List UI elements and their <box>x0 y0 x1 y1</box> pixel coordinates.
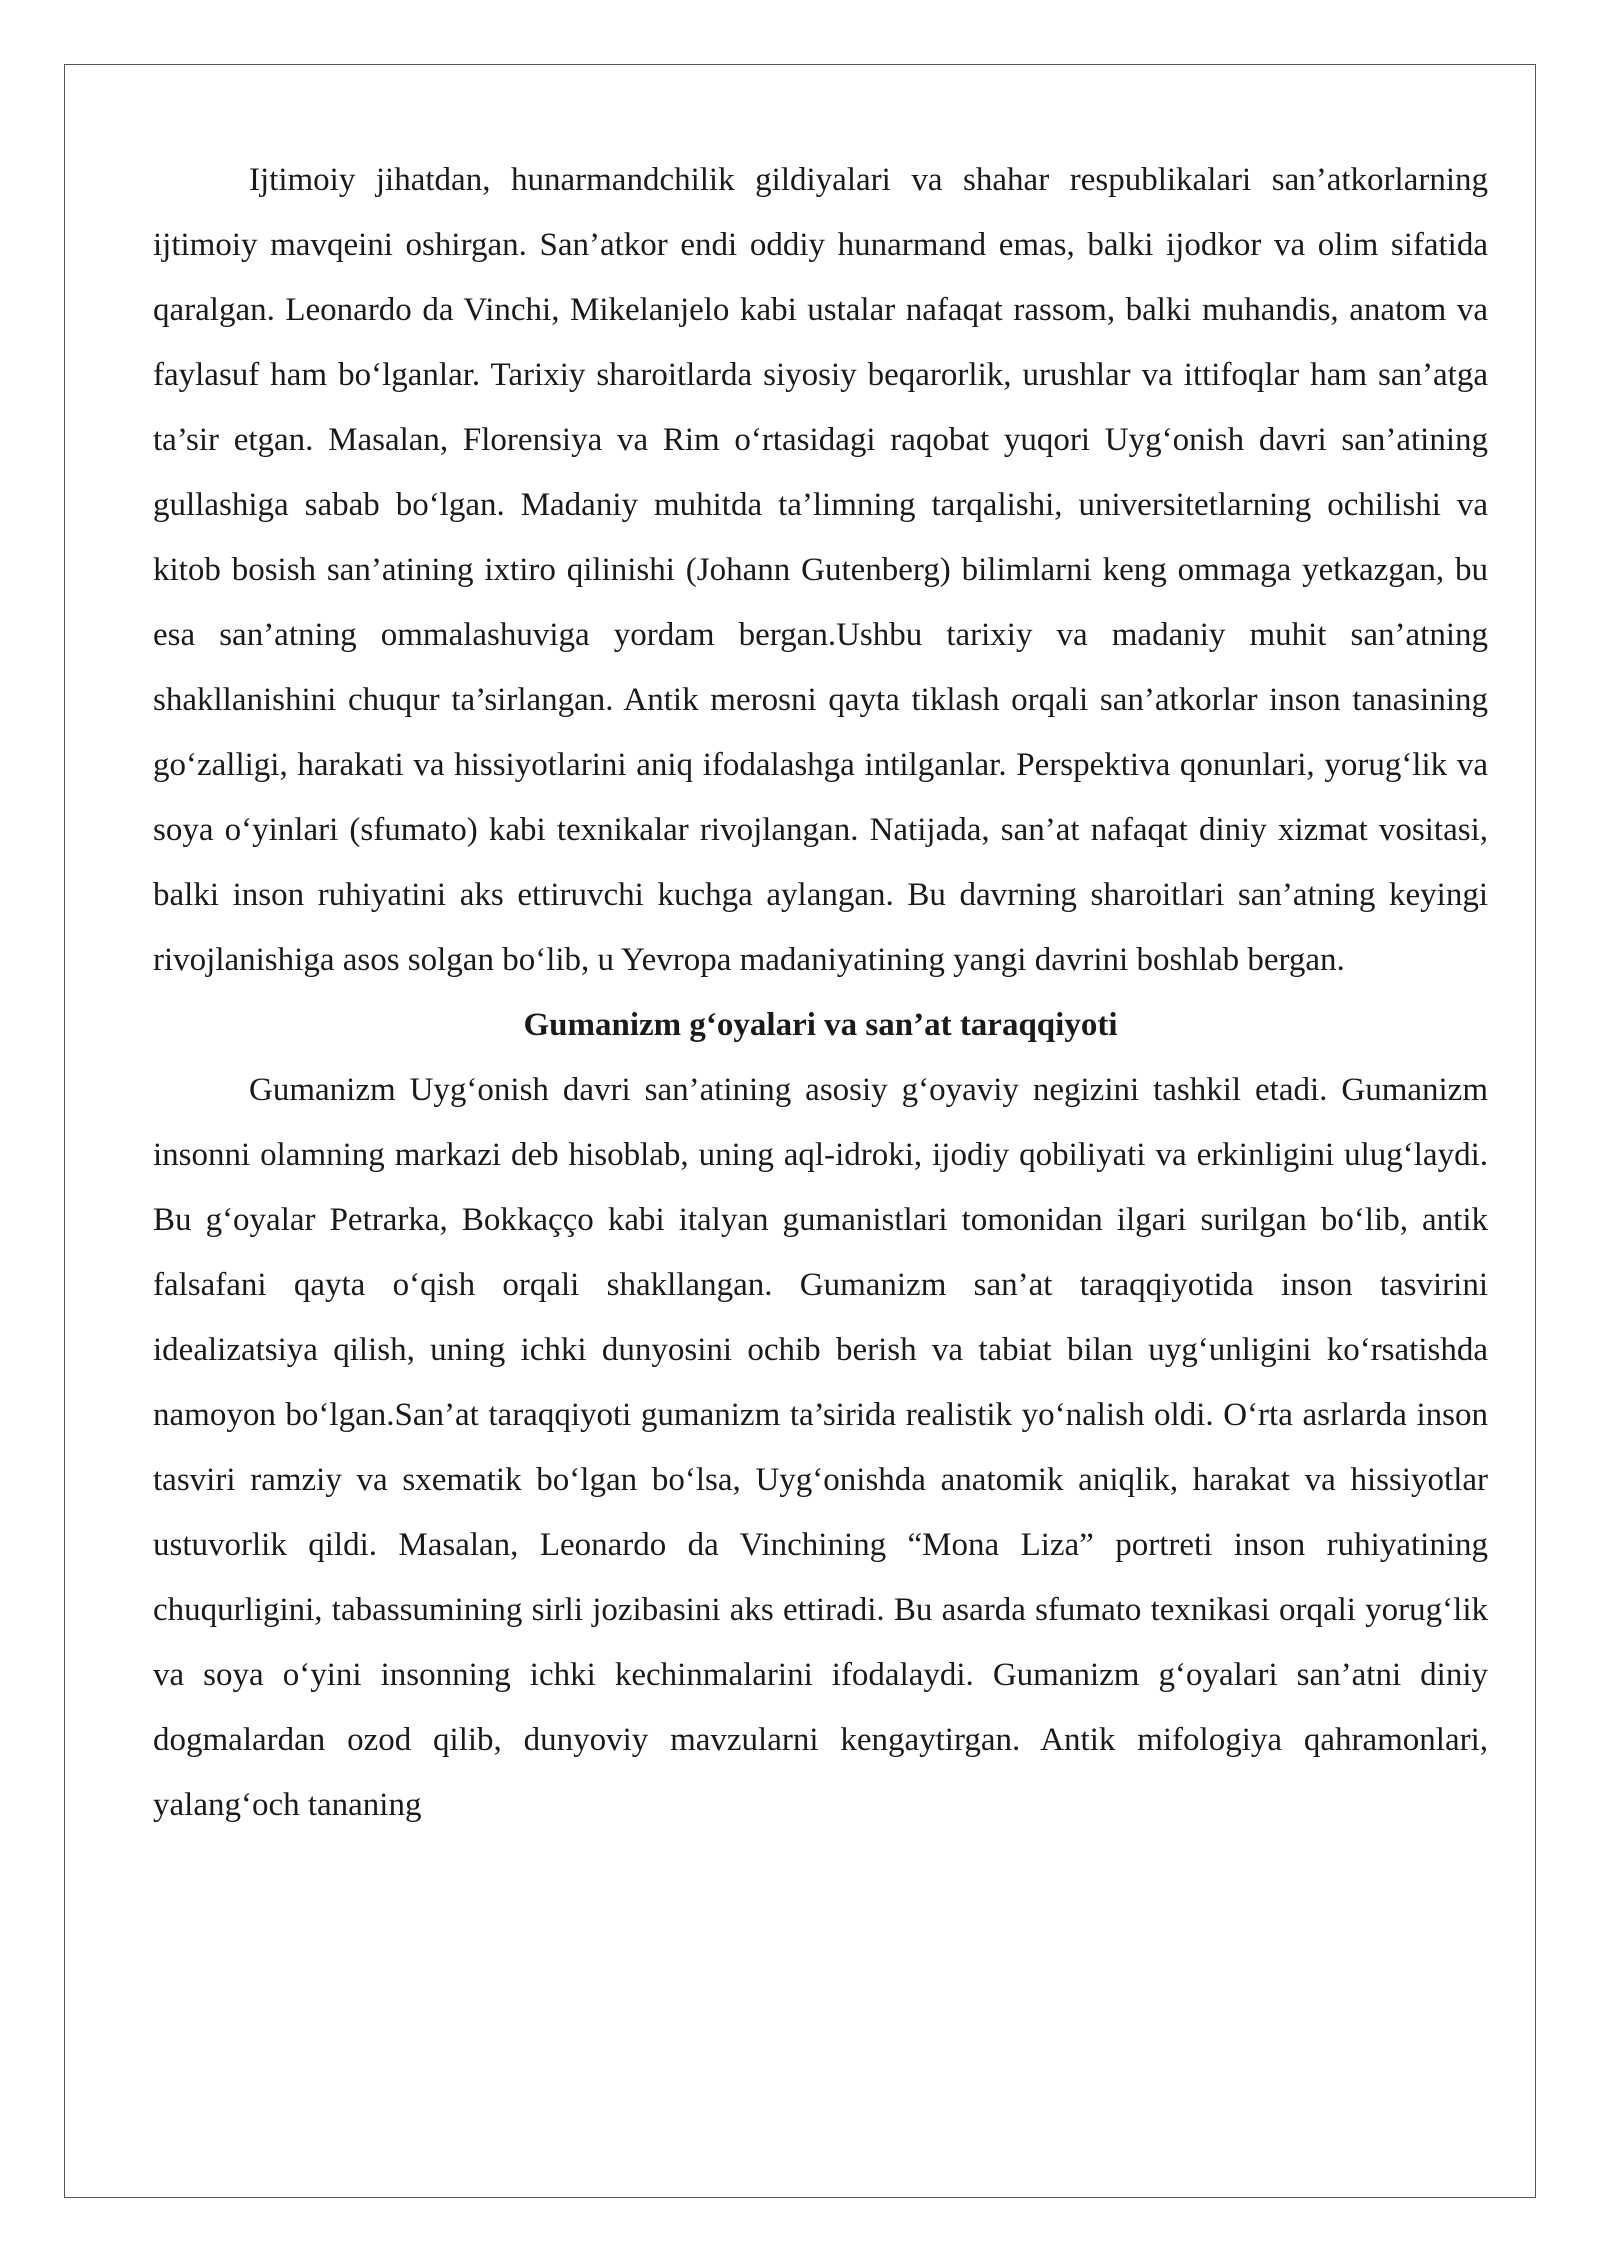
paragraph-humanism: Gumanizm Uyg‘onish davri san’atining asosiy g‘oyaviy negizini tashkil etadi. Gumanizm insonni olamning markazi deb hisoblab, uning aql-idroki, ijodiy qobiliyati va erkinligini ulug‘laydi. Bu g‘oyalar Petrarka, Bokkaçço kabi italyan gumanistlari tomonidan ilgari surilgan bo‘lib, antik falsafani qayta o‘qish orqali shakllangan. Gumanizm san’at taraqqiyotida inson tasvirini idealizatsiya qilish, uning ichki dunyosini ochib berish va tabiat bilan uyg‘unligini ko‘rsatishda namoyon bo‘lgan.San’at taraqqiyoti gumanizm ta’sirida realistik yo‘nalish oldi. O‘rta asrlarda inson tasviri ramziy va sxematik bo‘lgan bo‘lsa, Uyg‘onishda anatomik aniqlik, harakat va hissiyotlar ustuvorlik qildi. Masalan, Leonardo da Vinchining “Mona Liza” portreti inson ruhiyatining chuqurligini, tabassumining sirli jozibasini aks ettiradi. Bu asarda sfumato texnikasi orqali yorug‘lik va soya o‘yini insonning ichki kechinmalarini ifodalaydi. Gumanizm g‘oyalari san’atni diniy dogmalardan ozod qilib, dunyoviy mavzularni kengaytirgan. Antik mifologiya qahramonlari, yalang‘och tananing <box>153 1072 1488 1823</box>
section-heading: Gumanizm g‘oyalari va san’at taraqqiyoti <box>523 1007 1118 1043</box>
document-body <box>153 148 1488 1838</box>
paragraph-social-conditions: Ijtimoiy jihatdan, hunarmandchilik gildiyalari va shahar respublikalari san’atkorlarning ijtimoiy mavqeini oshirgan. San’atkor endi oddiy hunarmand emas, balki ijodkor va olim sifatida qaralgan. Leonardo da Vinchi, Mikelanjelo kabi ustalar nafaqat rassom, balki muhandis, anatom va faylasuf ham bo‘lganlar. Tarixiy sharoitlarda siyosiy beqarorlik, urushlar va ittifoqlar ham san’atga ta’sir etgan. Masalan, Florensiya va Rim o‘rtasidagi raqobat yuqori Uyg‘onish davri san’atining gullashiga sabab bo‘lgan. Madaniy muhitda ta’limning tarqalishi, universitetlarning ochilishi va kitob bosish san’atining ixtiro qilinishi (Johann Gutenberg) bilimlarni keng ommaga yetkazgan, bu esa san’atning ommalashuviga yordam bergan.Ushbu tarixiy va madaniy muhit san’atning shakllanishini chuqur ta’sirlangan. Antik merosni qayta tiklash orqali san’atkorlar inson tanasining go‘zalligi, harakati va hissiyotlarini aniq ifodalashga intilganlar. Perspektiva qonunlari, yorug‘lik va soya o‘yinlari (sfumato) kabi texnikalar rivojlangan. Natijada, san’at nafaqat diniy xizmat vositasi, balki inson ruhiyatini aks ettiruvchi kuchga aylangan. Bu davrning sharoitlari san’atning keyingi rivojlanishiga asos solgan bo‘lib, u Yevropa madaniyatining yangi davrini boshlab bergan. <box>153 162 1488 978</box>
